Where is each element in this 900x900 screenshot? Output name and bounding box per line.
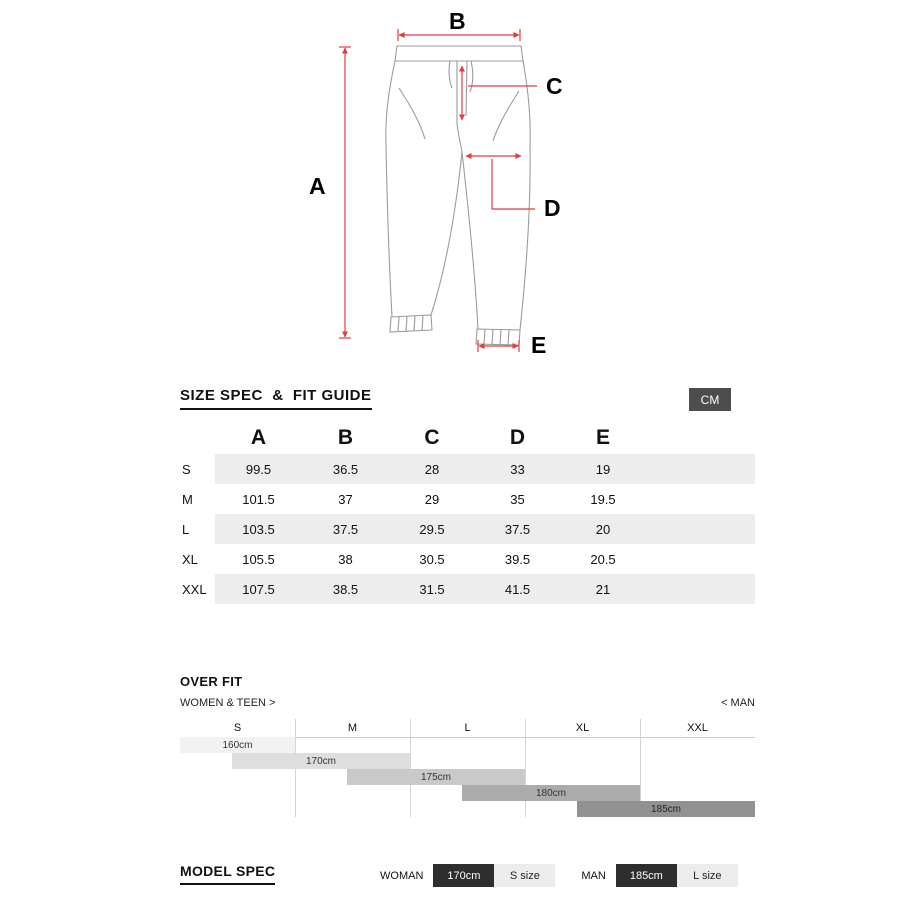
grid-line — [410, 719, 411, 817]
row-size-label: M — [180, 484, 215, 514]
size-spec-table — [180, 422, 755, 604]
table-header-row — [180, 422, 755, 454]
cell: 19.5 — [590, 491, 616, 507]
table-row-m — [180, 484, 755, 514]
fit-size-xl: XL — [575, 722, 590, 734]
fit-bar-180cm — [462, 785, 640, 801]
cell: 41.5 — [475, 574, 560, 604]
cell: 29 — [424, 491, 440, 507]
fit-guide-chart — [180, 719, 755, 819]
fit-bar-185cm — [577, 801, 755, 817]
man-label: < MAN — [721, 697, 755, 709]
header-size-cell — [180, 422, 215, 454]
cell: 107.5 — [215, 574, 302, 604]
measure-label-e: E — [531, 332, 547, 358]
fit-size-xxl: XXL — [687, 722, 708, 734]
fit-bar-label: 175cm — [420, 771, 451, 783]
fit-size-m: M — [347, 722, 358, 734]
column-header-c: C — [424, 426, 440, 449]
fit-guide-sublabels — [180, 697, 755, 709]
table-row-xl — [180, 544, 755, 574]
model-woman-height: 170cm — [433, 864, 494, 887]
model-man-height: 185cm — [616, 864, 677, 887]
cell-empty — [646, 454, 755, 484]
fit-bar-label: 160cm — [222, 739, 253, 751]
fit-size-s: S — [233, 722, 242, 734]
cell: 28 — [389, 454, 475, 484]
row-size-label: XL — [180, 544, 215, 574]
model-woman-label: WOMAN — [380, 869, 424, 882]
column-header-b: B — [337, 426, 354, 449]
cell: 103.5 — [215, 514, 302, 544]
cell-empty — [646, 574, 755, 604]
cell: 33 — [475, 454, 560, 484]
cell: 39.5 — [504, 551, 531, 567]
cell: 21 — [560, 574, 646, 604]
size-spec-title: SIZE SPEC & FIT GUIDE — [180, 387, 372, 410]
fit-bar-170cm — [232, 753, 410, 769]
table-row-l — [180, 514, 755, 544]
measurement-arrows — [339, 29, 537, 352]
model-spec-entries — [380, 864, 738, 887]
column-header-a: A — [250, 426, 267, 449]
fit-bar-175cm — [347, 769, 525, 785]
model-spec-title: MODEL SPEC — [180, 863, 275, 885]
model-man-size: L size — [677, 864, 738, 887]
over-fit-title: OVER FIT — [180, 674, 243, 689]
fit-size-axis — [180, 719, 755, 738]
pants-measurement-diagram — [0, 0, 900, 378]
cell-empty — [646, 544, 755, 574]
cell: 101.5 — [242, 491, 275, 507]
cell: 37 — [338, 491, 353, 507]
pants-outline — [386, 46, 530, 345]
table-row-s — [180, 454, 755, 484]
measure-label-b: B — [449, 8, 466, 34]
cell: 99.5 — [215, 454, 302, 484]
fit-bar-label: 180cm — [535, 787, 566, 799]
column-header-d: D — [509, 426, 526, 449]
women-teen-label: WOMEN & TEEN > — [180, 697, 276, 709]
row-size-label: S — [180, 454, 215, 484]
model-man-label: MAN — [581, 869, 606, 882]
fit-size-l: L — [464, 722, 471, 734]
cell: 38 — [338, 551, 353, 567]
model-woman-size: S size — [494, 864, 555, 887]
fit-bar-label: 170cm — [305, 755, 336, 767]
cell-empty — [646, 514, 755, 544]
row-size-label: XXL — [180, 574, 215, 604]
fit-bar-label: 185cm — [650, 803, 681, 815]
cell: 30.5 — [419, 551, 445, 567]
table-row-xxl — [180, 574, 755, 604]
measure-label-d: D — [544, 195, 561, 221]
unit-badge-cm: CM — [689, 388, 731, 411]
fit-bar-160cm — [180, 737, 295, 753]
column-header-e: E — [595, 426, 610, 449]
cell: 105.5 — [242, 551, 275, 567]
cell: 29.5 — [389, 514, 475, 544]
column-header-empty — [646, 422, 755, 454]
cell: 31.5 — [389, 574, 475, 604]
measure-label-a: A — [309, 173, 326, 199]
cell: 38.5 — [302, 574, 389, 604]
cell: 36.5 — [302, 454, 389, 484]
grid-line — [525, 719, 526, 817]
cell: 20 — [560, 514, 646, 544]
cell: 20.5 — [590, 551, 616, 567]
row-size-label: L — [180, 514, 215, 544]
cell: 19 — [560, 454, 646, 484]
cell: 35 — [510, 491, 525, 507]
cell: 37.5 — [302, 514, 389, 544]
measure-label-c: C — [546, 73, 563, 99]
cell: 37.5 — [475, 514, 560, 544]
cell-empty — [646, 484, 755, 514]
